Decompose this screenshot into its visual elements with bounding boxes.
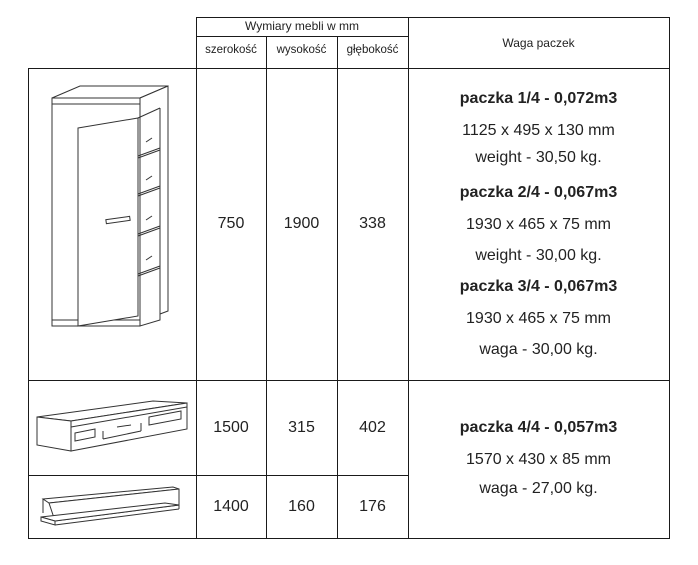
width-column-header: szerokość (205, 44, 257, 56)
package-3-title: paczka 3/4 - 0,067m3 (459, 278, 618, 295)
wardrobe-cabinet-drawing (40, 78, 185, 328)
row3-width: 1400 (213, 498, 249, 515)
grid-line (28, 475, 408, 476)
package-4-title: paczka 4/4 - 0,057m3 (459, 419, 618, 436)
depth-column-header: głębokość (346, 44, 399, 56)
grid-line (669, 17, 670, 539)
package-3-size: 1930 x 465 x 75 mm (466, 310, 611, 327)
row1-height: 1900 (283, 215, 320, 232)
row3-depth: 176 (359, 498, 386, 515)
row1-depth: 338 (359, 215, 386, 232)
grid-line (196, 17, 197, 539)
grid-line (408, 17, 670, 18)
grid-line (28, 380, 670, 381)
grid-line (196, 17, 408, 18)
tv-stand-drawing (33, 395, 193, 457)
grid-line (28, 68, 29, 539)
package-2-size: 1930 x 465 x 75 mm (466, 216, 611, 233)
package-2-title: paczka 2/4 - 0,067m3 (459, 184, 618, 201)
package-1-size: 1125 x 495 x 130 mm (462, 122, 615, 139)
grid-line (196, 36, 408, 37)
row3-height: 160 (288, 498, 315, 515)
package-4-weight: waga - 27,00 kg. (479, 480, 598, 497)
grid-line (266, 36, 267, 539)
package-1-weight: weight - 30,50 kg. (475, 149, 602, 166)
row1-width: 750 (217, 215, 245, 232)
weight-header: Waga paczek (502, 36, 575, 50)
row2-depth: 402 (359, 419, 386, 436)
height-column-header: wysokość (276, 44, 327, 56)
package-3-weight: waga - 30,00 kg. (479, 341, 598, 358)
package-1-title: paczka 1/4 - 0,072m3 (459, 90, 618, 107)
dimensions-header: Wymiary mebli w mm (245, 19, 359, 33)
grid-line (28, 68, 670, 69)
package-4-size: 1570 x 430 x 85 mm (466, 451, 611, 468)
package-2-weight: weight - 30,00 kg. (475, 247, 602, 264)
row2-height: 315 (288, 419, 315, 436)
row2-width: 1500 (213, 419, 249, 436)
wall-shelf-drawing (33, 483, 193, 529)
grid-line (337, 36, 338, 539)
grid-line (28, 538, 670, 539)
